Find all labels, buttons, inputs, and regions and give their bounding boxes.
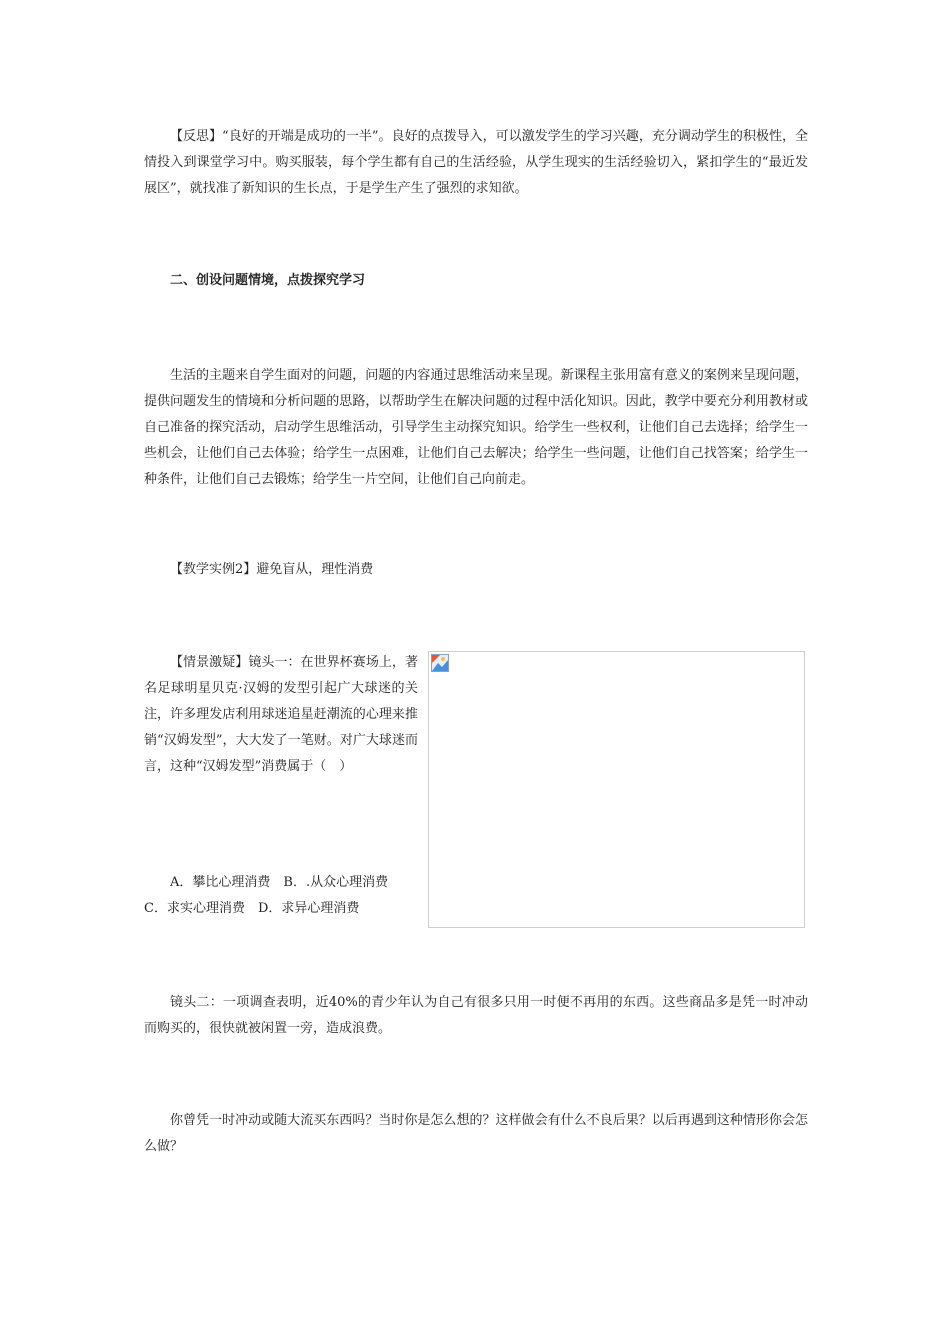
shot2-paragraph: [144, 990, 808, 1042]
reflection-paragraph: [144, 124, 808, 202]
question-paragraph: [144, 1108, 808, 1160]
section-heading-text: 二、创设问题情境，点拨探究学习: [170, 273, 366, 288]
question-text: 你曾凭一时冲动或随大流买东西吗？当时你是怎么想的？这样做会有什么不良后果？以后再遇到这种情形你会怎么做？: [144, 1113, 808, 1154]
image-frame: [428, 651, 805, 928]
section-heading: [144, 268, 808, 294]
scene-text: 【情景激疑】镜头一：在世界杯赛场上，著名足球明星贝克·汉姆的发型引起广大球迷的关注，许多理发店利用球迷追星赶潮流的心理来推销“汉姆发型”，大大发了一笔财。对广大球迷而言，这种“汉姆发型”消费属于（ ）: [144, 655, 418, 774]
example-title: [144, 557, 808, 583]
answer-choices: [144, 870, 424, 922]
broken-image-icon: [431, 654, 449, 672]
section-paragraph: [144, 363, 808, 493]
section-paragraph-text: 生活的主题来自学生面对的问题，问题的内容通过思维活动来呈现。新课程主张用富有意义的案例来呈现问题，提供问题发生的情境和分析问题的思路，以帮助学生在解决问题的过程中活化知识。因此，教学中要充分利用教材或自己准备的探究活动，启动学生思维活动，引导学生主动探究知识。给学生一些权利，让他们自己去选择；给学生一些机会，让他们自己去体验；给学生一点困难，让他们自己去解决；给学生一些问题，让他们自己找答案；给学生一种条件，让他们自己去锻炼；给学生一片空间，让他们自己向前走。: [144, 368, 808, 487]
shot2-text: 镜头二：一项调查表明，近40%的青少年认为自己有很多只用一时便不再用的东西。这些商品多是凭一时冲动而购买的，很快就被闲置一旁，造成浪费。: [144, 995, 808, 1036]
example-title-text: 【教学实例2】避免盲从，理性消费: [170, 562, 374, 577]
choice-line-2: C．求实心理消费 D．求异心理消费: [144, 901, 360, 916]
reflection-text: 【反思】“良好的开端是成功的一半”。良好的点拨导入，可以激发学生的学习兴趣，充分调动学生的积极性，全情投入到课堂学习中。购买服装，每个学生都有自己的生活经验，从学生现实的生活经验切入，紧扣学生的“最近发展区”，就找准了新知识的生长点，于是学生产生了强烈的求知欲。: [144, 129, 808, 196]
choice-line-1: A．攀比心理消费 B．.从众心理消费: [170, 875, 389, 890]
scene-paragraph: [144, 650, 418, 780]
